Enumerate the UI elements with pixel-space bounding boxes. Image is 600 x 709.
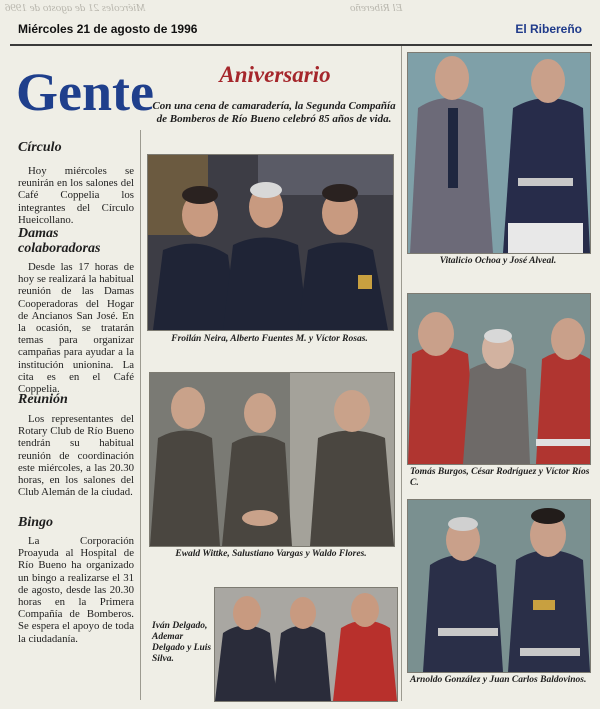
- caption-photo-2: Ewald Wittke, Salustiano Vargas y Waldo Flores.: [175, 549, 367, 559]
- note-reunion: [18, 392, 134, 498]
- photo-image: [408, 500, 590, 672]
- photo-image: [408, 53, 590, 253]
- issue-date: Miércoles 21 de agosto de 1996: [18, 22, 198, 36]
- feature-title: Aniversario: [219, 62, 331, 87]
- photo-image: [408, 294, 590, 464]
- note-title: Damas colaboradoras: [18, 226, 101, 256]
- column-divider: [401, 46, 402, 701]
- photo-image: [148, 155, 393, 330]
- photo-image: [150, 373, 394, 546]
- show-through-date: Miércoles 21 de agosto de 1996: [5, 2, 146, 14]
- section-title: Gente: [16, 62, 154, 122]
- note-damas: [18, 226, 134, 395]
- caption-photo-4: Vitalicio Ochoa y José Alveal.: [439, 256, 557, 266]
- note-title: Reunión: [18, 392, 68, 407]
- column-divider: [140, 130, 141, 700]
- show-through-paper: El Ribereño: [350, 2, 403, 14]
- note-title: Círculo: [18, 140, 62, 155]
- photo-image: [215, 588, 397, 701]
- note-bingo: [18, 515, 134, 645]
- note-body: Desde las 17 horas de hoy se realizará la habitual reunión de las Damas Cooperadoras del Hogar de Ancianos San José. En la ocasión, se tratarán temas para organizar campañas para ayudar a la institución unionina. La cita es en el Café Coppelia.: [18, 261, 134, 396]
- masthead-rule: [10, 44, 592, 46]
- photo-tomas-burgos: [407, 293, 591, 465]
- photo-ewald-wittke: [149, 372, 395, 547]
- photo-arnoldo-gonzalez: [407, 499, 591, 673]
- masthead: [18, 22, 582, 42]
- note-body: Los representantes del Rotary Club de Río Bueno tendrán su habitual reunión de coordinación este miércoles, a las 20.30 horas, en los salones del Club Alemán de la ciudad.: [18, 413, 134, 499]
- caption-photo-5: Tomás Burgos, César Rodríguez y Víctor Ríos C.: [410, 467, 590, 488]
- photo-vitalicio-ochoa: [407, 52, 591, 254]
- caption-photo-3: Iván Delgado, Ademar Delgado y Luis Silva.: [152, 621, 212, 664]
- show-through-text: [0, 2, 600, 18]
- feature-lead: Con una cena de camaradería, la Segunda Compañía de Bomberos de Río Bueno celebró 85 años de vida.: [152, 100, 396, 125]
- note-circulo: [18, 140, 134, 226]
- photo-ivan-delgado: [214, 587, 398, 702]
- caption-photo-6: Arnoldo González y Juan Carlos Baldovinos.: [410, 675, 587, 685]
- photo-froilan-neira: [147, 154, 394, 331]
- note-title: Bingo: [18, 515, 54, 530]
- newspaper-name: El Ribereño: [515, 22, 582, 36]
- note-body: La Corporación Proayuda al Hospital de Río Bueno ha organizado un bingo a realizarse el 31 de agosto, desde las 20.30 horas en la Primera Compañía de Bomberos. Se espera el apoyo de toda la ciudadanía.: [18, 535, 134, 645]
- caption-photo-1: Froilán Neira, Alberto Fuentes M. y Víctor Rosas.: [171, 334, 368, 344]
- note-body: Hoy miércoles se reunirán en los salones del Café Coppelia los integrantes del Círculo Hueicollano.: [18, 165, 134, 226]
